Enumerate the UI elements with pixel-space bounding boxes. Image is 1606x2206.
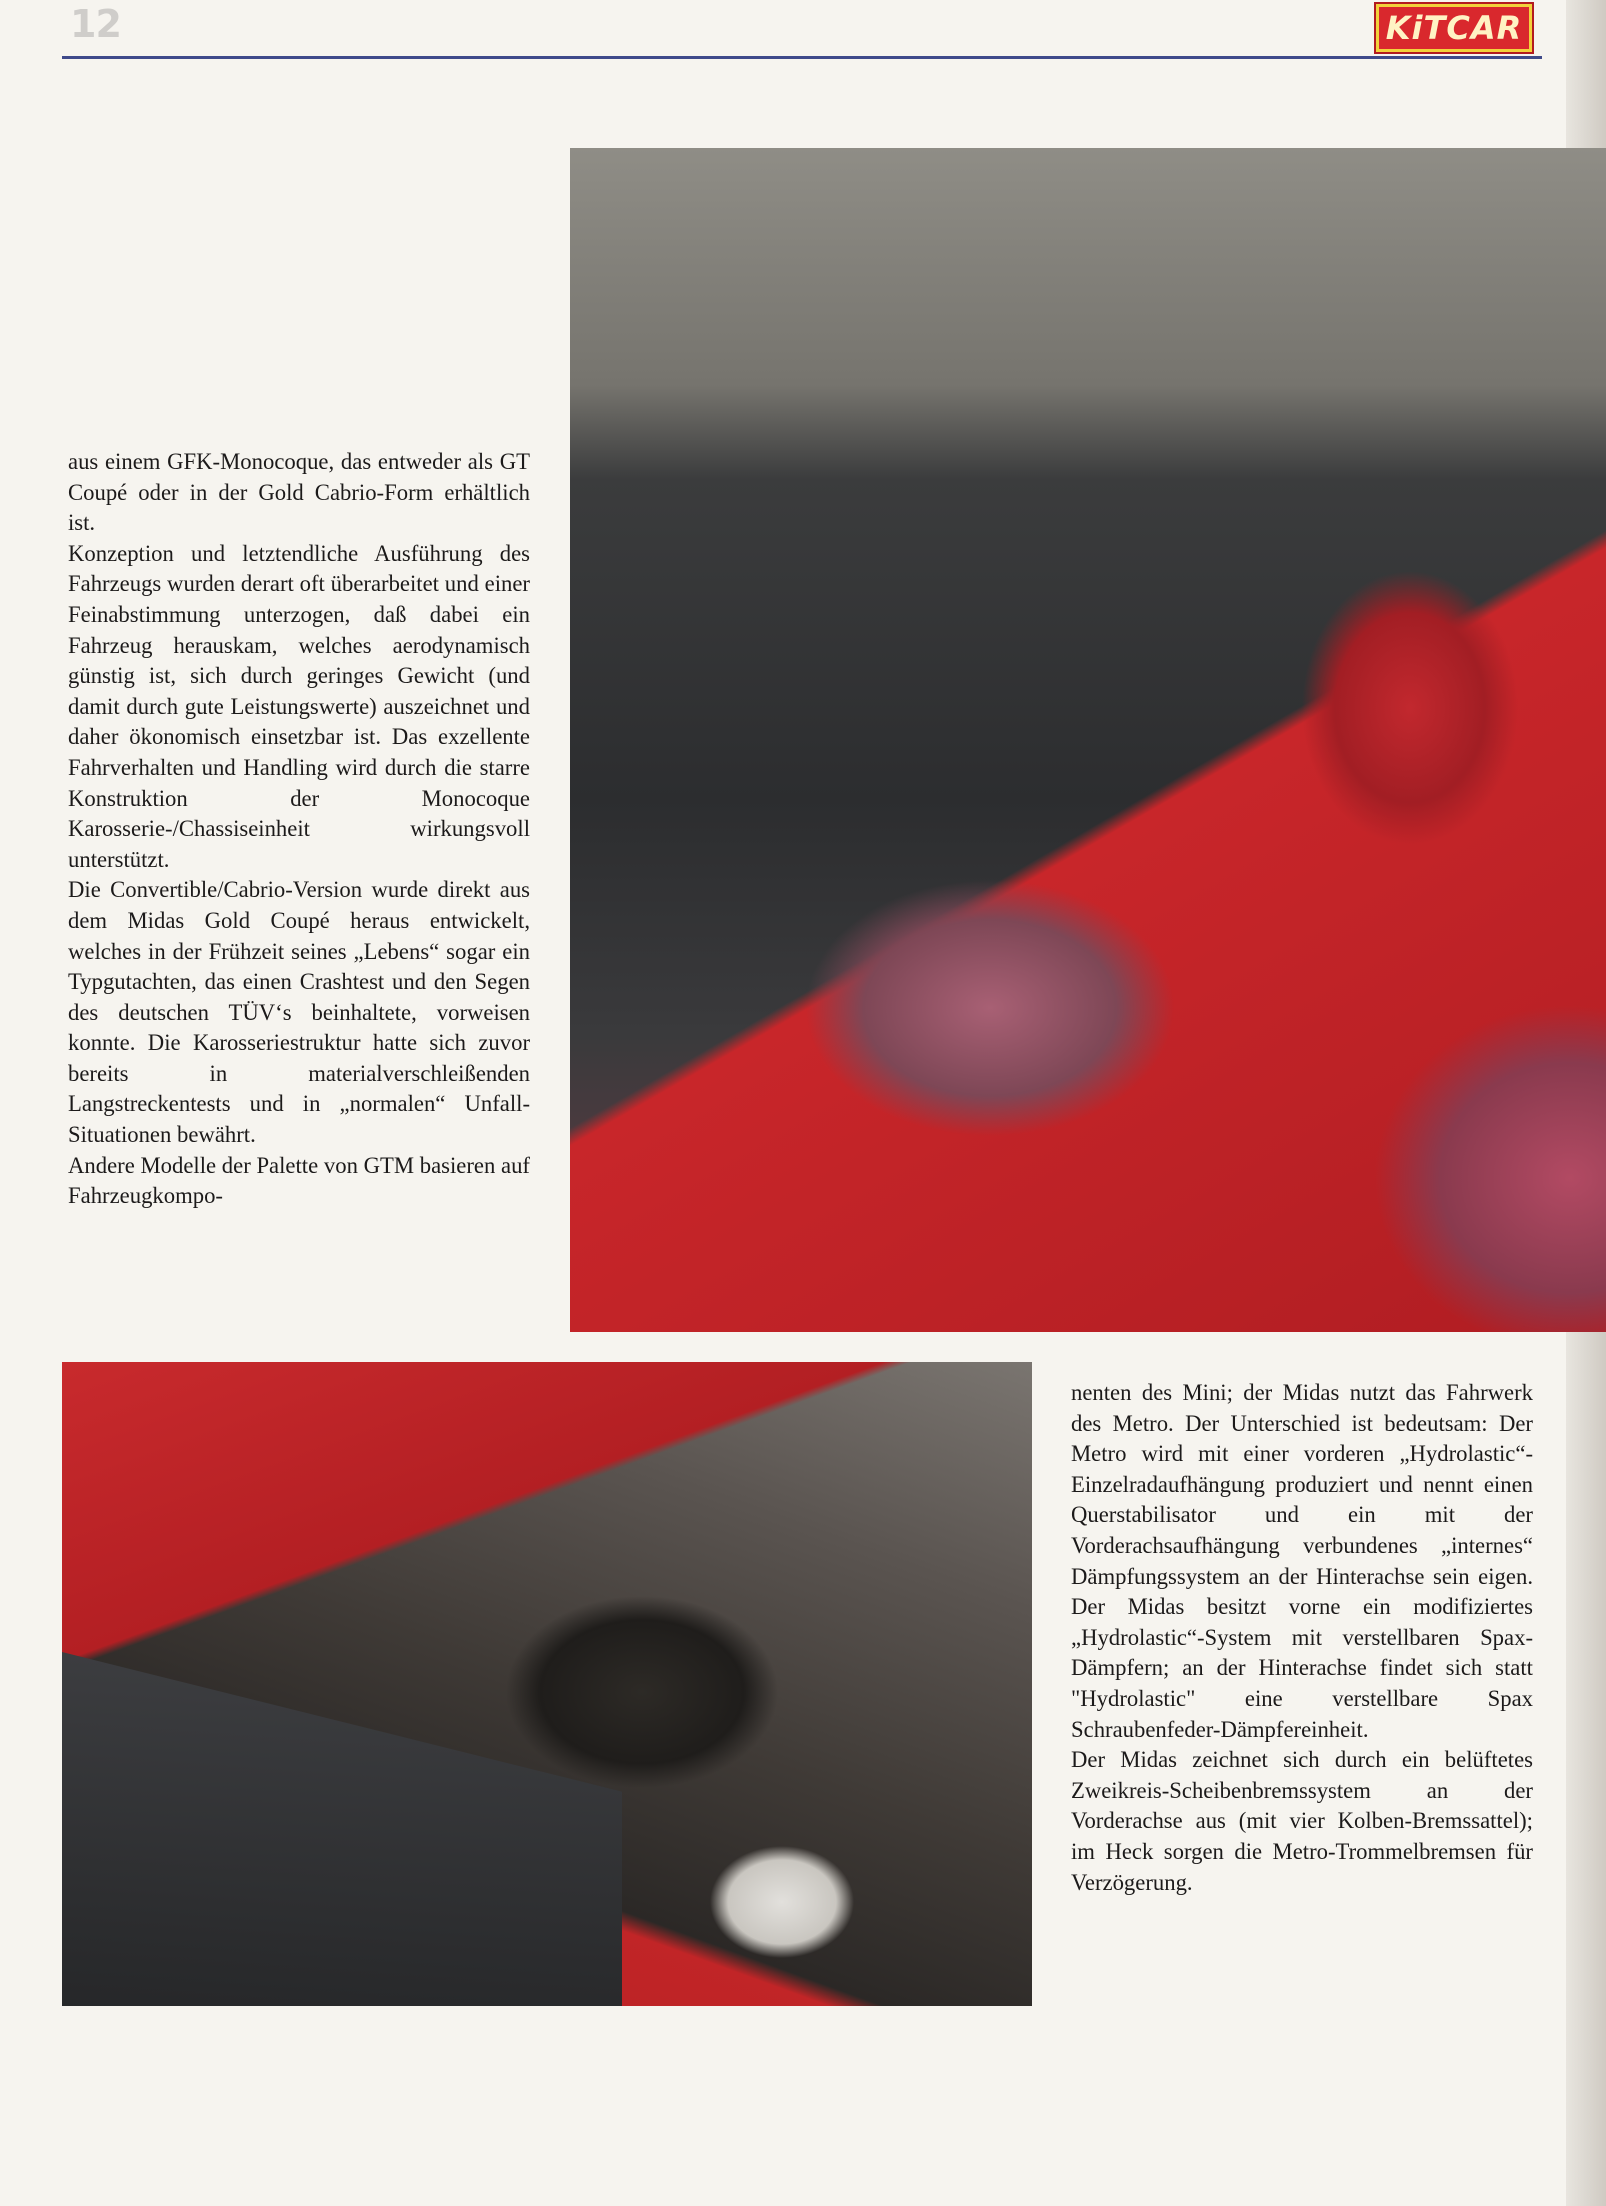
paragraph: Der Midas zeichnet sich durch ein belüftetes Zweikreis-Scheibenbremssystem an der Vorderachse aus (mit vier Kolben-Bremssattel); im Heck sorgen die Metro-Trommelbremsen für Verzögerung. (1071, 1747, 1533, 1895)
paragraph: Konzeption und letztendliche Ausführung des Fahrzeugs wurden derart oft überarbeitet und einer Feinabstimmung unterzogen, daß dabei ein Fahrzeug herauskam, welches aerodynamisch günstig ist, sich durch geringes Gewicht (und damit durch gute Leistungswerte) auszeichnet und daher ökonomisch einsetzbar ist. Das exzellente Fahrverhalten und Handling wird durch die starre Konstruktion der Monocoque Karosserie-/Chassiseinheit wirkungsvoll unterstützt. (68, 540, 530, 872)
paragraph: Andere Modelle der Palette von GTM basieren auf Fahrzeugkompo- (68, 1152, 530, 1209)
paragraph: aus einem GFK-Monocoque, das entweder als GT Coupé oder in der Gold Cabrio-Form erhältlich ist. (68, 449, 530, 536)
article-column-left (68, 447, 530, 1212)
kitcar-logo: KiTCAR (1376, 4, 1532, 52)
car-interior-photo (570, 148, 1606, 1332)
header-rule (62, 56, 1542, 59)
page-number: 12 (70, 2, 121, 46)
paragraph: Die Convertible/Cabrio-Version wurde direkt aus dem Midas Gold Coupé heraus entwickelt, welches in der Frühzeit seines „Lebens“ sogar ein Typgutachten, das einen Crashtest und den Segen des deutschen TÜV‘s beinhaltete, vorweisen konnte. Die Karosseriestruktur hatte sich zuvor bereits in materialverschleißenden Langstreckentests und in „normalen“ Unfall-Situationen bewährt. (68, 877, 530, 1148)
engine-bay-photo (62, 1362, 1032, 2006)
windscreen-dash-area (62, 1652, 622, 2006)
article-column-right (1071, 1378, 1533, 1898)
paragraph: nenten des Mini; der Midas nutzt das Fahrwerk des Metro. Der Unterschied ist bedeutsam: Der Metro wird mit einer vorderen „Hydrolastic“-Einzelradaufhängung produziert und nennt einen Querstabilisator und ein mit der Vorderachsaufhängung verbundenes „internes“ Dämpfungssystem an der Hinterachse sein eigen. Der Midas besitzt vorne ein modifiziertes „Hydrolastic“-System mit verstellbaren Spax-Dämpfern; an der Hinterachse findet sich statt "Hydrolastic" eine verstellbare Spax Schraubenfeder-Dämpfereinheit. (1071, 1380, 1533, 1742)
